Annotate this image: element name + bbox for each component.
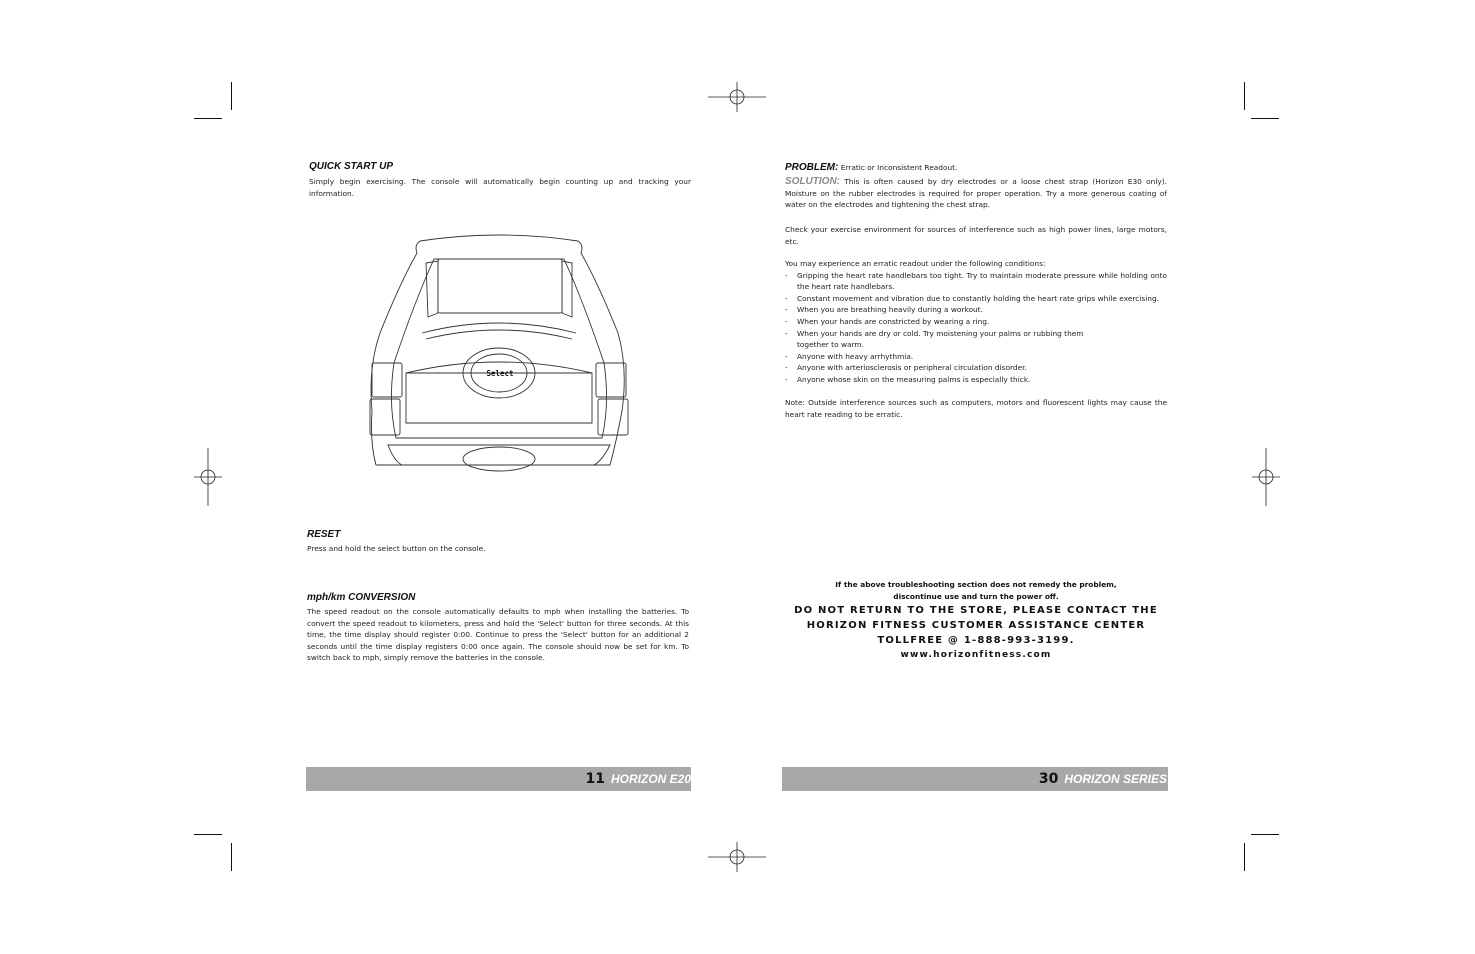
list-item: - When your hands are constricted by wearing a ring. [785,316,990,326]
reset-heading: RESET [307,529,341,540]
solution-paragraph [785,176,1167,211]
list-item: - When your hands are dry or cold. Try moistening your palms or rubbing them together to warm. [785,328,1084,350]
console-upper-panel [426,330,572,339]
list-item: - Anyone with heavy arrhythmia. [785,351,914,361]
conditions-intro: You may experience an erratic readout under the following conditions: [785,259,1046,268]
page-number: 30 [1038,771,1059,787]
right-footer-bar [782,767,1168,791]
console-illustration [366,233,632,477]
console-display-window [438,259,562,313]
list-item: - Constant movement and vibration due to constantly holding the heart rate grips while exercising. [785,293,1160,303]
console-tray [388,445,610,465]
console-inner-shell [391,259,606,438]
console-side-button-left [372,363,402,397]
registration-mark-top [708,82,766,112]
series-label: HORIZON E20 [610,772,691,786]
left-footer-bar [306,767,691,791]
contact-block [785,579,1167,663]
console-side-button-left [370,399,400,435]
solution-text: This is often caused by dry electrodes or a loose chest strap (Horizon E30 only). Moisture on the rubber electrodes is required for proper operation. Try a more generous coating of water on the electrodes and tightening the chest strap. [785,177,1167,210]
list-item: - Gripping the heart rate handlebars too tight. Try to maintain moderate pressure while holding onto the heart rate handlebars. [785,270,1167,292]
quick-start-heading: QUICK START UP [309,161,394,172]
solution-label: SOLUTION: [785,176,840,187]
registration-mark-right [1252,448,1280,506]
reset-text: Press and hold the select button on the console. [307,544,486,553]
console-upper-panel [422,323,576,333]
console-display-shade [426,261,438,317]
console-display-shade [562,261,572,317]
problem-text: Erratic or Inconsistent Readout. [840,163,958,172]
registration-mark-left [194,448,222,506]
series-label: HORIZON SERIES [1064,772,1167,786]
list-item: - Anyone whose skin on the measuring palms is especially thick. [785,374,1031,384]
conversion-text: The speed readout on the console automatically defaults to mph when installing the batteries. To convert the speed readout to kilometers, press and hold the 'Select' button for three seconds. At this time, the time display should register 0:00. Continue to press the 'Select' button for an additional 2 seconds until the time display registers 0:00 once again. The console should now be set for km. To switch back to mph, simply remove the batteries in the console. [307,607,689,663]
problem-label: PROBLEM: [785,162,839,173]
conversion-heading: mph/km CONVERSION [307,592,416,603]
environment-text: Check your exercise environment for sources of interference such as high power lines, large motors, etc. [785,225,1167,246]
page-number: 11 [585,771,605,787]
problem-line [785,162,1167,174]
list-item: - Anyone with arteriosclerosis or peripheral circulation disorder. [785,363,1027,373]
conditions-block [785,258,1167,386]
list-item: - When you are breathing heavily during a workout. [785,305,983,315]
console-tray-recess [463,447,535,471]
console-outer-shell [371,235,624,465]
contact-line: If the above troubleshooting section does not remedy the problem, [835,580,1117,589]
console-side-button-right [596,363,626,397]
console-side-button-right [598,399,628,435]
contact-website: www.horizonfitness.com [900,650,1052,660]
contact-phone: TOLLFREE @ 1-888-993-3199. [877,635,1075,646]
note-text: Note: Outside interference sources such as computers, motors and fluorescent lights may cause the heart rate reading to be erratic. [785,398,1167,419]
select-button-label: Select [486,369,514,378]
registration-mark-bottom [708,842,766,872]
contact-line: discontinue use and turn the power off. [893,592,1059,601]
contact-line: HORIZON FITNESS CUSTOMER ASSISTANCE CENTER [806,620,1146,631]
quick-start-text: Simply begin exercising. The console will automatically begin counting up and tracking your information. [309,177,691,198]
contact-line: DO NOT RETURN TO THE STORE, PLEASE CONTACT THE [794,605,1158,616]
